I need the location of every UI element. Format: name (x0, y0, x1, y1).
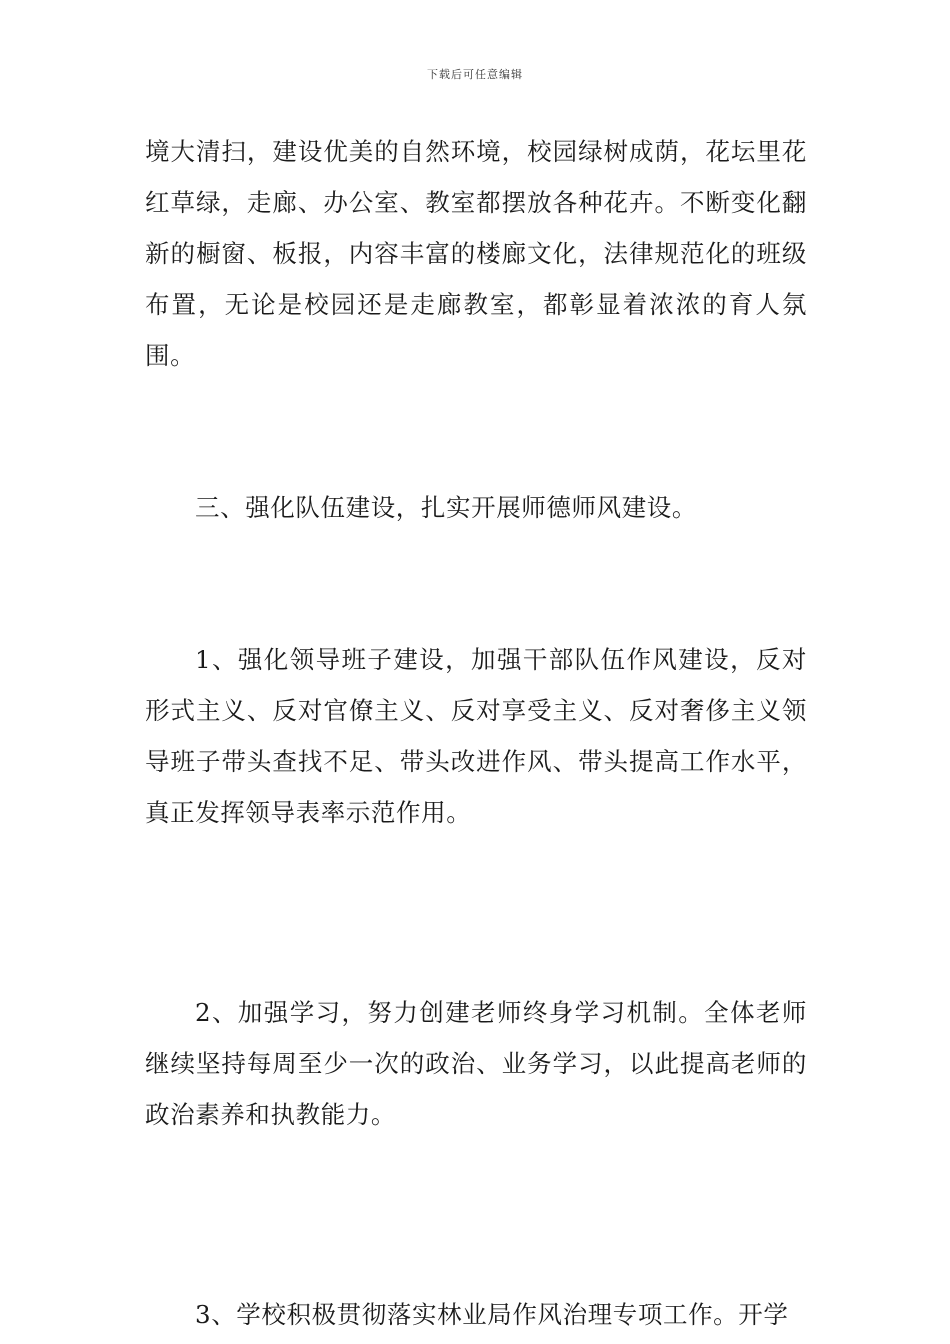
paragraph-campus-environment: 境大清扫，建设优美的自然环境，校园绿树成荫，花坛里花红草绿，走廊、办公室、教室都摆放各种花卉。不断变化翻新的橱窗、板报，内容丰富的楼廊文化，法律规范化的班级布置，无论是校园还是走廊教室，都彰显着浓浓的育人氛围。 (145, 137, 807, 370)
document-body (145, 126, 807, 1340)
page-header: 下载后可任意编辑 (427, 68, 523, 81)
paragraph-item-3-work-style: 3、学校积极贯彻落实林业局作风治理专项工作。开学 (195, 1300, 789, 1329)
paragraph-item-1-leadership: 1、强化领导班子建设，加强干部队伍作风建设，反对形式主义、反对官僚主义、反对享受主义、反对奢侈主义领导班子带头查找不足、带头改进作风、带头提高工作水平，真正发挥领导表率示范作用。 (145, 645, 807, 827)
paragraph-item-2-learning: 2、加强学习，努力创建老师终身学习机制。全体老师继续坚持每周至少一次的政治、业务学习，以此提高老师的政治素养和执教能力。 (145, 998, 807, 1129)
section-heading-team-building: 三、强化队伍建设，扎实开展师德师风建设。 (195, 493, 697, 522)
